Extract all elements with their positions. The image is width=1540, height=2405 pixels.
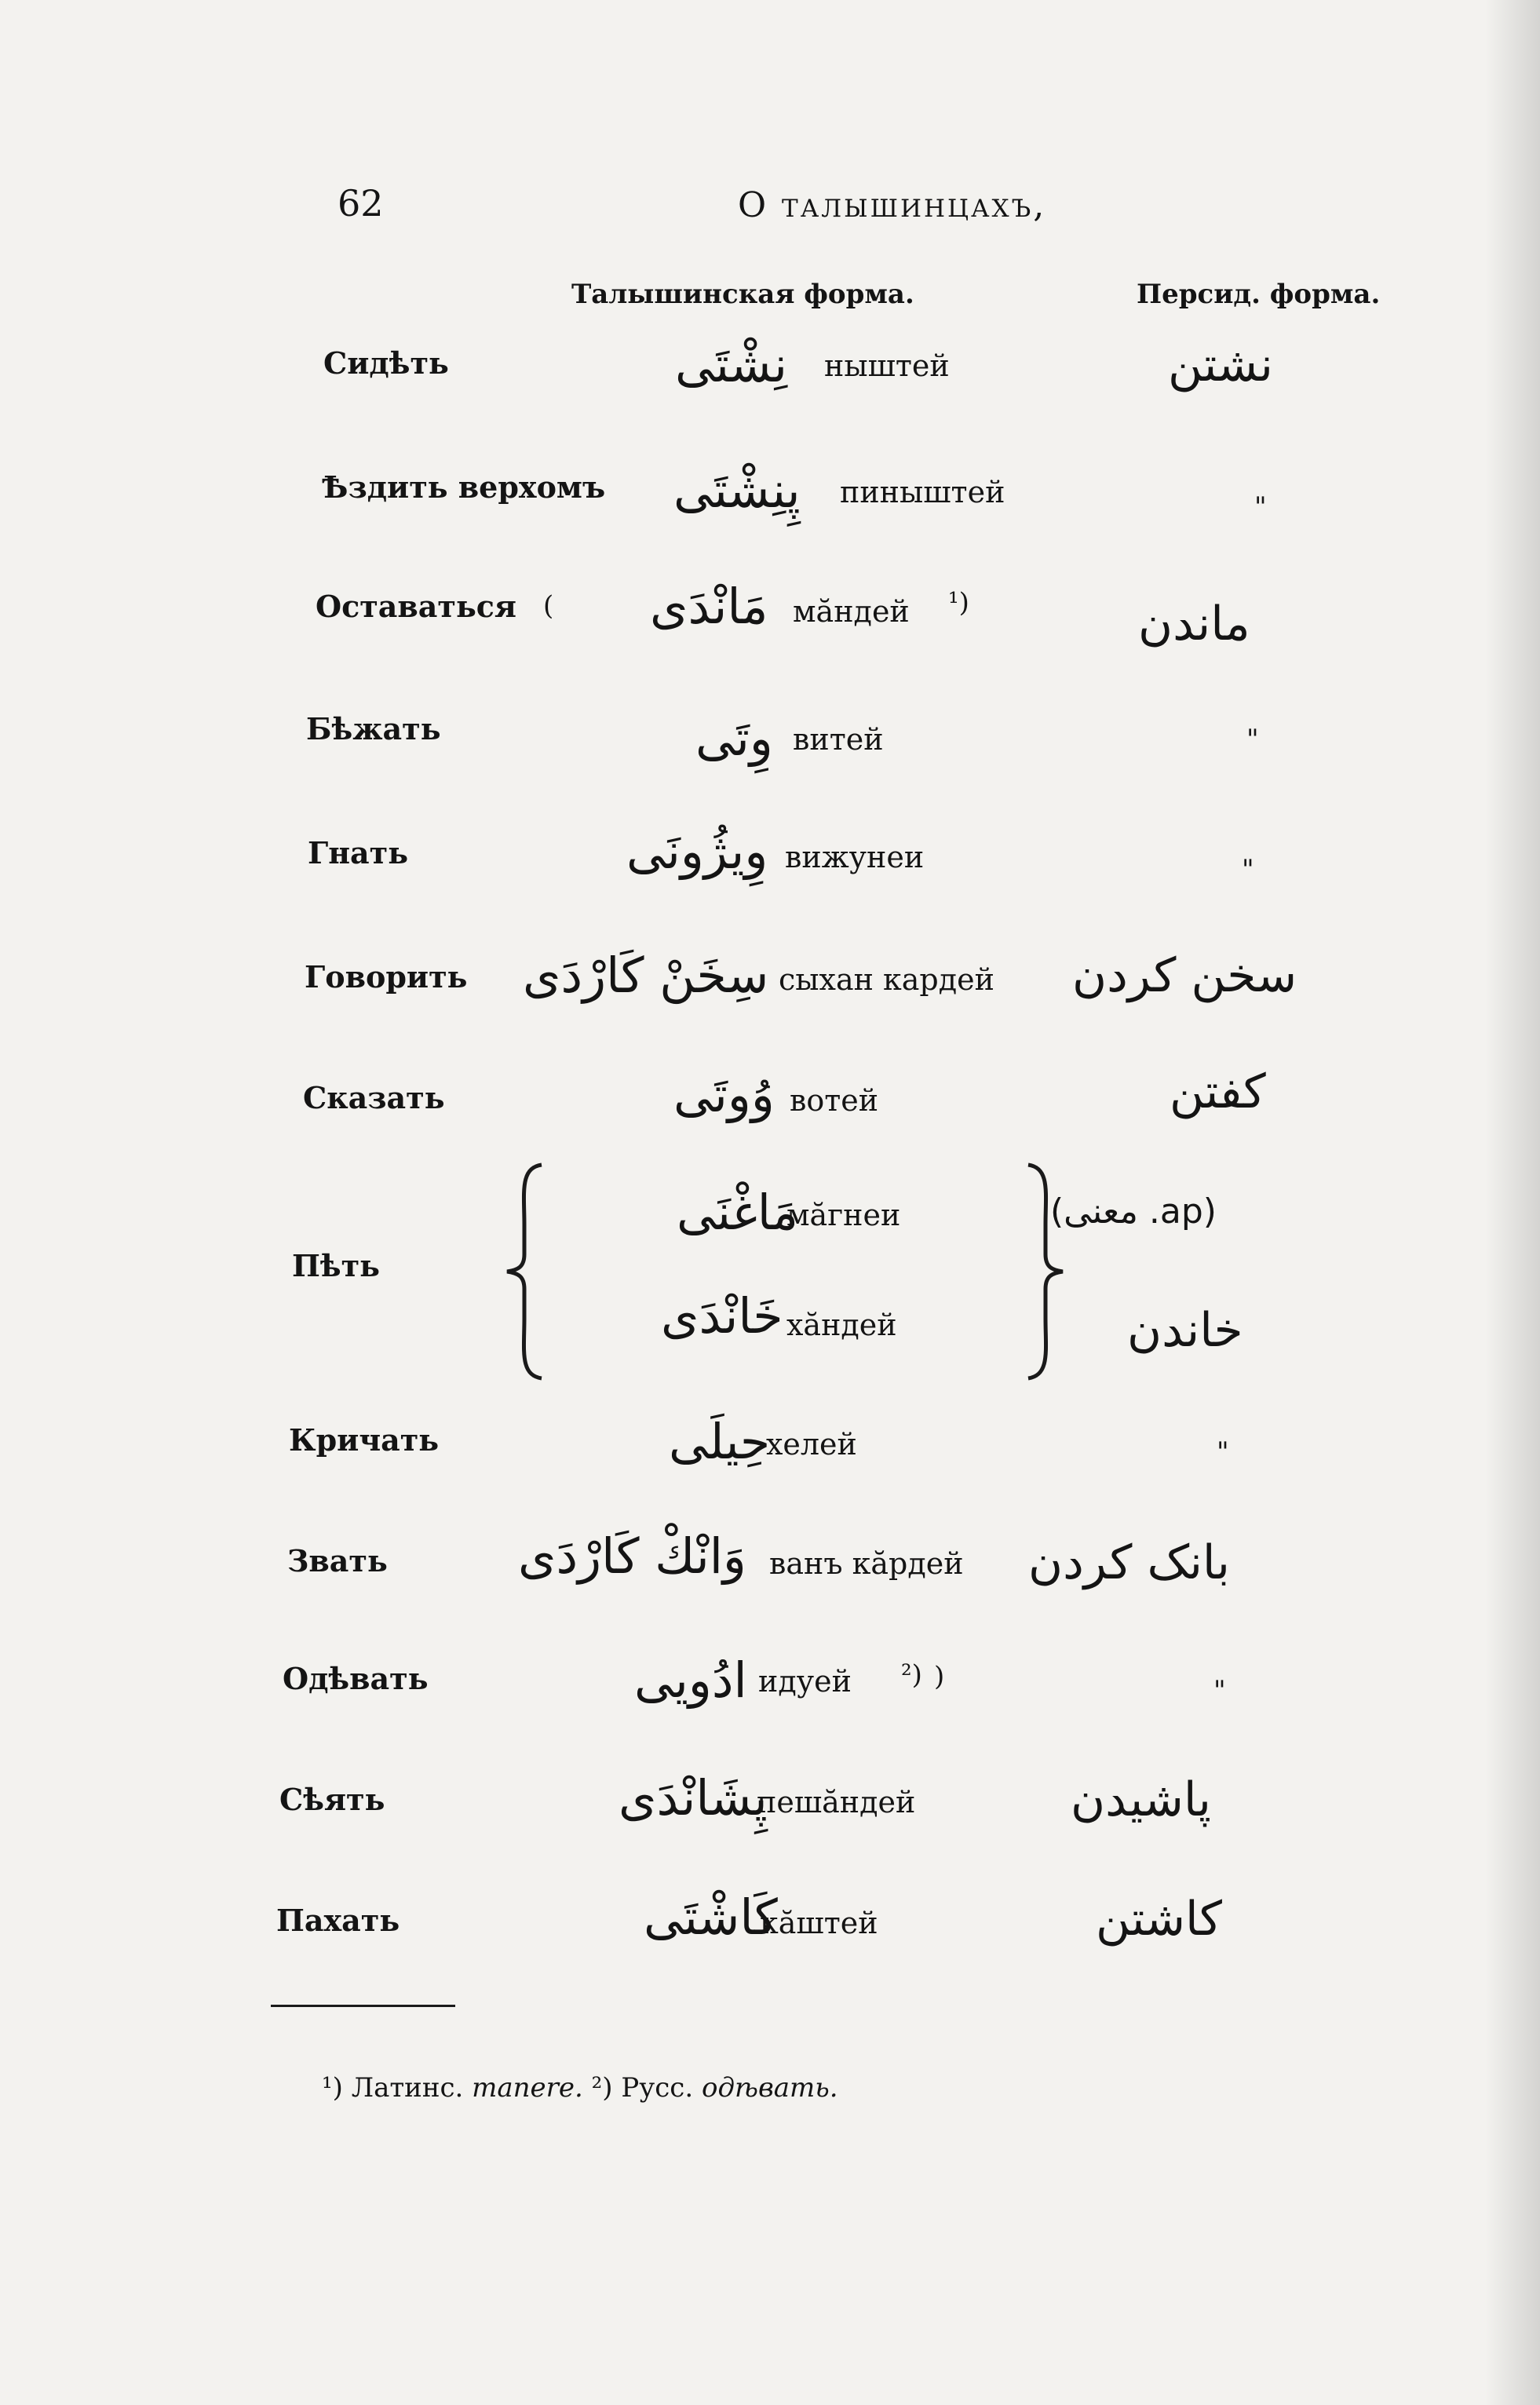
persian-form: کاشتن [1096, 1892, 1222, 1947]
transliteration: витей [793, 722, 884, 757]
russian-verb: Ѣздить верхомъ [322, 469, 606, 505]
russian-verb: Пѣть [292, 1248, 380, 1283]
transliteration: пиныштей [840, 475, 1005, 509]
talysh-arabic: وُوتَی [673, 1066, 775, 1123]
page-number: 62 [338, 182, 384, 224]
persian-form-heading: Персид. форма. [1137, 279, 1381, 310]
footnotes [322, 2072, 838, 2104]
talysh-arabic: وِیژُونَی [626, 823, 768, 880]
footnote-ref: ²) [901, 1659, 922, 1691]
russian-verb: Одѣвать [283, 1661, 429, 1696]
talysh-arabic: کَاشْتَی [644, 1889, 778, 1946]
talysh-arabic: مَانْدَی [650, 578, 768, 635]
ditto-mark: " [1254, 491, 1267, 523]
ditto-mark: " [1242, 854, 1254, 885]
footnote-1-word: manere. [472, 2072, 583, 2104]
transliteration: хелей [766, 1427, 857, 1462]
transliteration: сыхан кардей [779, 962, 994, 997]
persian-form: کفتن [1170, 1064, 1266, 1119]
talysh-arabic: خَانْدَی [661, 1287, 783, 1345]
talysh-arabic: وَانْكْ کَارْدَی [518, 1527, 746, 1585]
russian-verb: Сѣять [279, 1782, 385, 1817]
russian-verb: Пахать [276, 1903, 400, 1938]
russian-verb: Сказать [303, 1080, 445, 1115]
transliteration: вотей [790, 1083, 879, 1118]
talysh-arabic: پِشَانْدَی [619, 1769, 768, 1827]
talysh-arabic: حِیلَی [669, 1413, 771, 1470]
left-brace [502, 1162, 549, 1381]
persian-form: بانک کردن [1028, 1535, 1230, 1590]
russian-verb: Бѣжать [306, 711, 441, 746]
footnote-rule [271, 2005, 455, 2007]
footnote-ref: ¹) [948, 587, 969, 619]
running-title: О талышинцахъ, [738, 185, 1047, 225]
footnote-2: ²) Русс. [591, 2072, 694, 2104]
transliteration: ныштей [824, 349, 950, 383]
persian-form: ماندن [1138, 597, 1250, 651]
page-shadow [1485, 0, 1540, 2405]
russian-verb: Гнать [308, 835, 409, 870]
talysh-arabic: سِخَنْ کَارْدَی [523, 947, 769, 1004]
russian-verb: Сидѣть [323, 345, 449, 381]
transliteration: кăштей [760, 1906, 878, 1940]
persian-form: (ар. معنی) [1050, 1192, 1217, 1232]
transliteration: ванъ кăрдей [769, 1546, 964, 1581]
talysh-arabic: ادُویی [634, 1651, 747, 1709]
talysh-arabic: نِشْتَی [675, 336, 787, 393]
russian-verb: Оставаться [316, 589, 516, 624]
footnote-1: ¹) Латинс. [322, 2072, 464, 2104]
transliteration: мăгнеи [786, 1198, 901, 1232]
ditto-mark: " [1217, 1436, 1229, 1468]
transliteration: мăндей [793, 594, 910, 629]
russian-verb: Кричать [289, 1422, 440, 1458]
talysh-arabic: مَاغْنَی [677, 1184, 798, 1241]
russian-verb: Говорить [305, 959, 468, 994]
talysh-arabic: وِتَی [695, 710, 773, 767]
persian-form: سخن کردن [1072, 948, 1297, 1003]
persian-form: خاندن [1127, 1303, 1243, 1358]
ditto-mark: " [1246, 724, 1259, 755]
footnote-2-word: одѣвать. [701, 2072, 838, 2104]
transliteration: вижунеи [785, 840, 925, 874]
ditto-mark: " [1213, 1675, 1226, 1706]
transliteration: хăндей [786, 1308, 897, 1342]
transliteration: пешăндей [757, 1785, 916, 1819]
transliteration: идуей [758, 1664, 852, 1699]
talysh-arabic: پِنِشْتَی [673, 462, 801, 519]
persian-form: پاشیدن [1071, 1772, 1211, 1827]
talysh-form-heading: Талышинская форма. [571, 279, 914, 310]
russian-verb: Звать [287, 1543, 388, 1578]
persian-form: نشتن [1168, 338, 1274, 392]
